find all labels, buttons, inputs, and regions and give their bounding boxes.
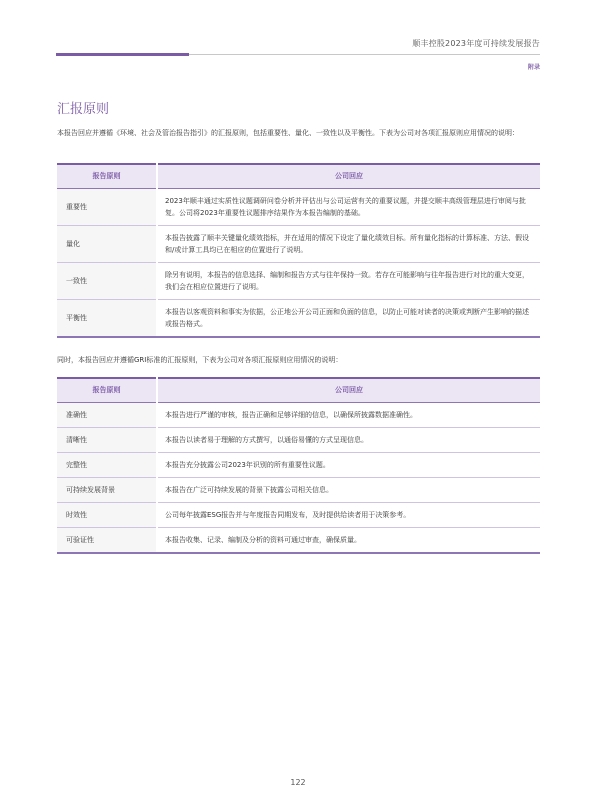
table-row bbox=[57, 402, 540, 427]
section-title: 汇报原则 bbox=[57, 102, 110, 117]
principle-cell: 清晰性 bbox=[57, 427, 157, 452]
table-row bbox=[57, 299, 540, 337]
table-row bbox=[57, 427, 540, 452]
table-row bbox=[57, 502, 540, 527]
response-cell: 本报告披露了顺丰关键量化绩效指标，并在适用的情况下设定了量化绩效目标。所有量化指标的计算标准、方法、假设和/或计算工具均已在相应的位置进行了说明。 bbox=[157, 225, 540, 262]
principle-cell: 准确性 bbox=[57, 402, 157, 427]
table-header-row bbox=[57, 378, 540, 402]
table-row bbox=[57, 262, 540, 299]
response-cell: 本报告充分披露公司2023年识别的所有重要性议题。 bbox=[157, 452, 540, 477]
response-cell: 除另有说明，本报告的信息选择、编制和报告方式与往年保持一致。若存在可能影响与往年报告进行对比的重大变更，我们会在相应位置进行了说明。 bbox=[157, 262, 540, 299]
page-number: 122 bbox=[290, 778, 306, 787]
principle-cell: 一致性 bbox=[57, 262, 157, 299]
principle-cell: 量化 bbox=[57, 225, 157, 262]
principle-cell: 可持续发展背景 bbox=[57, 477, 157, 502]
table-row bbox=[57, 188, 540, 225]
reporting-principles-table-hkex bbox=[57, 163, 540, 338]
response-cell: 公司每年披露ESG报告并与年度报告同期发布，及时提供给读者用于决策参考。 bbox=[157, 502, 540, 527]
column-header-principle: 报告原则 bbox=[57, 378, 157, 402]
section-tag: 附录 bbox=[527, 64, 540, 71]
report-title: 顺丰控股2023年度可持续发展报告 bbox=[412, 39, 540, 48]
table-row bbox=[57, 225, 540, 262]
response-cell: 2023年顺丰通过实质性议题调研问卷分析并评估出与公司运营有关的重要议题，并提交顺丰高级管理层进行审阅与批复。公司将2023年重要性议题排序结果作为本报告编制的基础。 bbox=[157, 188, 540, 225]
column-header-response: 公司回应 bbox=[157, 164, 540, 188]
response-cell: 本报告收集、记录、编制及分析的资料可通过审查，确保质量。 bbox=[157, 527, 540, 553]
response-cell: 本报告进行严谨的审核，报告正确和足够详细的信息，以确保所披露数据准确性。 bbox=[157, 402, 540, 427]
intro-paragraph: 本报告回应并遵循《环境、社会及管治报告指引》的汇报原则，包括重要性、量化、一致性以及平衡性。下表为公司对各项汇报原则应用情况的说明： bbox=[57, 129, 519, 137]
principle-cell: 可验证性 bbox=[57, 527, 157, 553]
principle-cell: 时效性 bbox=[57, 502, 157, 527]
header-accent-bar bbox=[56, 53, 189, 56]
intro-paragraph-gri: 同时，本报告回应并遵循GRI标准的汇报原则，下表为公司对各项汇报原则应用情况的说明： bbox=[57, 356, 343, 364]
principle-cell: 平衡性 bbox=[57, 299, 157, 337]
table-header-row bbox=[57, 164, 540, 188]
response-cell: 本报告以读者易于理解的方式撰写，以通俗易懂的方式呈现信息。 bbox=[157, 427, 540, 452]
principle-cell: 重要性 bbox=[57, 188, 157, 225]
table-row bbox=[57, 452, 540, 477]
column-header-principle: 报告原则 bbox=[57, 164, 157, 188]
principle-cell: 完整性 bbox=[57, 452, 157, 477]
table-row bbox=[57, 527, 540, 553]
table-row bbox=[57, 477, 540, 502]
reporting-principles-table-gri bbox=[57, 377, 540, 554]
column-header-response: 公司回应 bbox=[157, 378, 540, 402]
response-cell: 本报告以客观资料和事实为依据，公正地公开公司正面和负面的信息，以防止可能对读者的决策或判断产生影响的描述或报告格式。 bbox=[157, 299, 540, 337]
response-cell: 本报告在广泛可持续发展的背景下披露公司相关信息。 bbox=[157, 477, 540, 502]
